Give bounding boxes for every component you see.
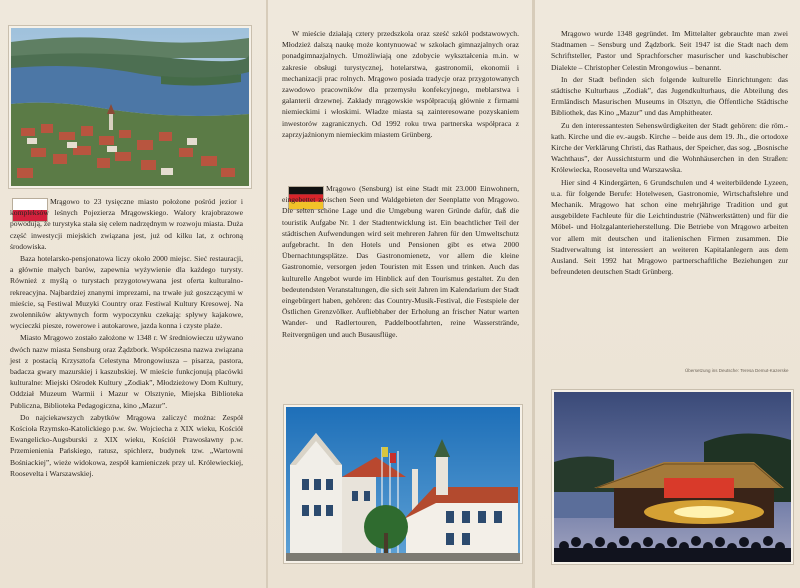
de-history-paragraph: Mrągowo wurde 1348 gegründet. Im Mittelalter gebrauchte man zwei Stadtnamen – Sensburg und Żądzbork. Seit 1947 ist die Stadt nach dem Schriftsteller, Pastor und Sprachforscher masurischer und kaschubischer Dialekte – Christopher Celestin Mrongowius – benannt. [551, 29, 788, 72]
de-monuments-paragraph: Zu den interessantesten Sehenswürdigkeiten der Stadt gehören: die röm.-kath. Kirche und die ev.-augsb. Kirche – beide aus dem 19. Jh., die ortodoxe Kirche der Verklärung Christi, das Rathaus, der Speicher, das sog. „Bosnische Wachthaus”, der Aussichtsturm und die Wohnhäuserchen in den Straßen: Królewiecka, Roosevelta und Warszawska. [551, 120, 789, 175]
pl-monuments-paragraph: Do najciekawszych zabytków Mrągowa zaliczyć można: Zespół Kościoła Rzymsko-Katolickiego p.w. św. Wojciecha z XIX wieku, Kościół Ewangelicko-Augsburski z XIX wieku, Kościół Prawosławny p.w. Przemienienia Pańskiego, ratusz, spichlerz, budynek tzw. „Wartowni Bośniackiej”, wieże widokowa, zespół kamieniczek przy ul. Królewieckiej, Roosevelta i Warszawskiej. [10, 412, 243, 478]
de-intro-paragraph: Mrągowo (Sensburg) ist eine Stadt mit 23.000 Einwohnern, eingebettet zwischen Seen und Waldgebieten der Seenplatte von Mrągowo. Die selten schöne Lage und die Umgebung waren Gründe dafür, daß die touristik Aufgabe Nr. 1 der Stadtentwicklung ist. Ein beachtlicher Teil der städtischen Aufwendungen wird seit mehreren Jahren für den Umweltschutz aufgebracht. In den Hotels und Pensionen gibt es etwa 2000 Übernachtungsplätze. Das Gastronomienetz, vor allem die kleine Gastronomie, versorgen jeden Touristen mit Essen und trinken. Auch das kulturelle Angebot wurde im Hinblick auf den Tourismus gestaltet. Zu den bedeutendsten Veranstaltungen, die sich seit Jahren im Kalendarium der Stadt eingebürgert haben, gehören: das Country-Musik-Festival, die Festspiele der Östlichen Grenzvölker. Aufliebhaber der Erholung an frischer Natur warten Wander- und Radlertouren, Paddelbootfahrten, reine Wasserstrände, Reitvergnügen und auch Busausflüge. [282, 184, 519, 339]
amphitheater-photo [552, 390, 793, 564]
pl-intro-paragraph: Mrągowo to 23 tysięczne miasto położone pośród jezior i kompleksów leśnych Pojezierza Mrągowskiego. Walory krajobrazowe powodują, że turystyka stała się celem nadrzędnym w rozwoju miasta. Duża część inwestycji miejskich związana jest, już od kilku lat, z ochroną środowiska. [10, 197, 243, 251]
panel-left [0, 0, 266, 588]
town-hall-photo [284, 405, 522, 563]
german-text-column-2 [551, 28, 788, 277]
de-intro-paragraph-block [282, 183, 519, 340]
pl-education-paragraph: W mieście działają cztery przedszkola oraz sześć szkół podstawowych. Młodzież dalszą naukę może kontynuować w szkołach gimnazjalnych oraz ponadgimnazjalnych. Umożliwiają one zdobycie wykształcenia m.in. w zakresie obsługi turystycznej, hotelarstwa, gastronomii, ekonomii i mechanizacji prac rolnych. Mrągowo posiada tradycje oraz przygotowanych zawodowo pracowników dla przemysłu konfekcyjnego, meblarstwa i galanterii drzewnej. Zakłady mrągowskie współpracują głównie z firmami niemieckimi i włoskimi. Władze miasta są zainteresowane pozyskaniem inwestorów zagranicznych. Od 1992 roku trwa partnerska współpraca z zaprzyjaźnionym niemieckim miastem Grünberg. [282, 29, 519, 139]
amphitheater-illustration [554, 392, 791, 562]
polish-text-column-1 [10, 196, 243, 479]
panel-right [535, 0, 800, 588]
translation-credit: Übersetzung ins Deutsche: Teresa Demut-Kazerske [685, 368, 789, 373]
panel-middle [268, 0, 532, 588]
aerial-town-photo [9, 26, 251, 188]
de-culture-paragraph: In der Stadt befinden sich folgende kulturelle Einrichtungen: das städtische Kulturhaus „Zodiak”, das Jugendkulturhaus, die Abteilung des Ermländisch Masurischen Museums in Olsztyn, die Öffentliche Städtische Bibliothek, das Kino „Mazur” und das Amphitheater. [551, 74, 788, 118]
de-education-paragraph: Hier sind 4 Kindergärten, 6 Grundschulen und 4 weiterbildende Lyzeen, u.a. für folgende Berufe: Hotelwesen, Gastronomie, Wirtschaftslehre und Mechanik. Mrągowo hat schon eine mehrjährige Tradition und gut ausgebildete Fachleute für die Leichtindustrie (Nähwerkstätten) und für die Möbel- und Holzgalanterieherstellung. Die Betriebe von Mrągowo arbeiten vor allem mit deutschen und italienischen Firmen zusammen. Die Stadtverwaltung ist interessiert an weiteren Kapitalanlegern aus dem Ausland. Seit 1992 hat Mrągowo partnerschaftliche Beziehungen zur befreundeten deutschen Stadt Grünberg. [551, 177, 788, 277]
town-hall-illustration [286, 407, 520, 561]
pl-education-paragraph-block [282, 28, 519, 140]
pl-history-paragraph: Miasto Mrągowo zostało założone w 1348 r. W średniowieczu używano dwóch nazw miasta Sensburg oraz Żądzbork. Współczesna nazwa związana jest z postacią Krzysztofa Celestyna Mrongowiusza – pisarza, pastora, badacza gwary mazurskiej i kaszubskiej. W mieście funkcjonują placówki kulturalne: Miejski Ośrodek Kultury „Zodiak”, Młodzieżowy Dom Kultury, Oddział Muzeum Warmii i Mazur w Olsztynie, Miejska Biblioteka Publiczna, Biblioteka Pedagogiczna, kino „Mazur”. [10, 333, 243, 410]
pl-tourism-paragraph: Baza hotelarsko-pensjonatowa liczy około 2000 miejsc. Sieć restauracji, a głównie małych barów, zapewnia wyżywienie dla każdego turysty. Również z myślą o turystach przygotowywana jest oferta kulturalno-rekreacyjna. Najbardziej znanymi imprezami, na trwałe już goszczącymi w mieście, są Festiwal Muzyki Country oraz Festiwal Kultury Kresowej. Na zwolenników aktywnych form wypoczynku czekają: spływy kajakowe, wycieczki piesze, rowerowe i autokarowe, jazda konna i czyste plaże. [10, 254, 243, 331]
aerial-town-illustration [11, 28, 249, 186]
